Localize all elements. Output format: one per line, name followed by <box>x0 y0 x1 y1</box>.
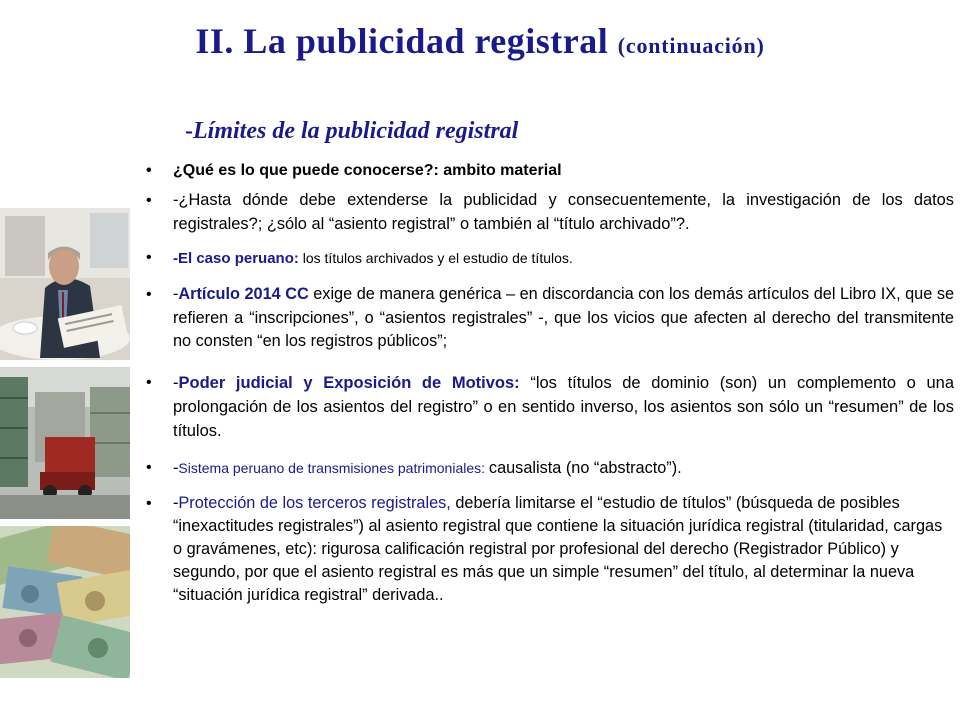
bullet-ambito-material <box>146 160 954 182</box>
subtitle-prefix: - <box>185 118 193 144</box>
subtitle-text: Límites de la publicidad registral <box>193 118 519 144</box>
bullet-text: “los títulos de dominio (son) un complemento o una prolongación de los asientos del registro” o en sentido inverso, los asientos son sólo un “resumen” de los títulos. <box>173 373 955 440</box>
bullet-caso-peruano <box>146 248 954 269</box>
bullet-text: exige de manera genérica – en discordancia con los demás artículos del Libro IX, que se refieren a “inscripciones”, o “asientos registrales” -, que los vicios que afecten al derecho del transmitente no consten “en los registros públicos”; <box>173 285 955 350</box>
bullet-prefix: - <box>173 373 179 392</box>
bullet-prefix: - <box>173 285 179 303</box>
bullet-text: -¿Hasta dónde debe extenderse la publicidad y consecuentemente, la investigación de los datos registrales?; ¿sólo al “asiento registral” o también al “título archivado”?. <box>173 191 954 233</box>
bullet-prefix: - <box>173 493 179 512</box>
bullet-text: debería limitarse el “estudio de títulos” (búsqueda de posibles “inexactitudes registrales”) al asiento registral que contiene la situación jurídica registral (titularidad, cargas o gravámenes, etc): rigurosa calificación registral por profesional del derecho (Registrador Público) y segundo, por que el asiento registral es más que un simple “resumen” del título, al determinar la nueva “situación jurídica registral” derivada.. <box>173 493 943 604</box>
section-subtitle <box>185 118 518 145</box>
bullet-poder-judicial <box>146 371 954 443</box>
container-port-photo <box>0 367 130 519</box>
bullet-list <box>146 160 954 607</box>
bullet-prefix: - <box>173 458 179 477</box>
title-sub: (continuación) <box>617 33 765 58</box>
banknotes-photo <box>0 526 130 678</box>
bullet-colon: : <box>481 459 489 476</box>
bullet-text: los títulos archivados y el estudio de títulos. <box>298 250 573 266</box>
slide-title <box>0 20 960 62</box>
bullet-articulo-2014 <box>146 283 954 354</box>
bullet-head: -El caso peruano: <box>173 250 299 267</box>
bullet-text: ¿Qué es lo que puede conocerse?: ambito material <box>173 162 562 179</box>
bullet-hasta-donde <box>146 189 954 236</box>
bullet-text: causalista (no “abstracto”). <box>488 458 682 477</box>
bullet-head: Protección de los terceros registrales, <box>178 493 451 512</box>
businessman-photo <box>0 208 130 360</box>
bullet-head: Poder judicial y Exposición de Motivos: <box>178 373 520 392</box>
bullet-sistema-peruano <box>146 457 954 479</box>
bullet-head: Artículo 2014 CC <box>178 285 309 303</box>
title-main: II. La publicidad registral <box>195 21 618 61</box>
bullet-head: Sistema peruano de transmisiones patrimoniales <box>178 459 482 476</box>
bullet-proteccion-terceros <box>146 492 954 607</box>
